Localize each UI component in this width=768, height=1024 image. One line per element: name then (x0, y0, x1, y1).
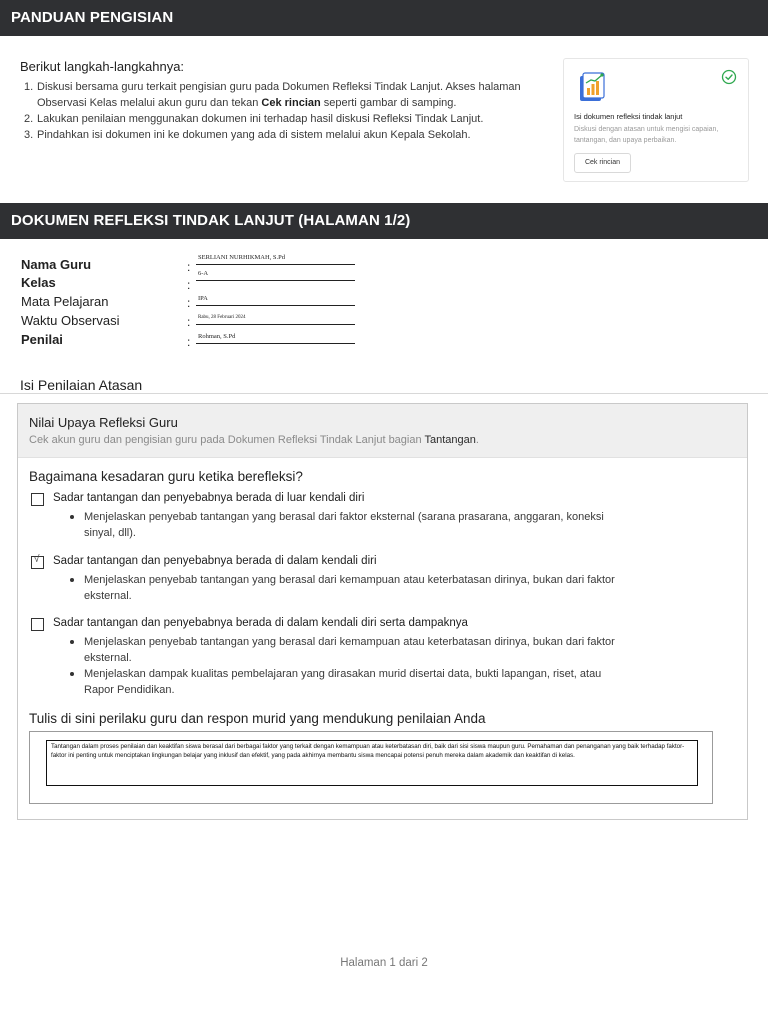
step-text: Pindahkan isi dokumen ini ke dokumen yang ada di sistem melalui akun Kepala Sekolah. (37, 129, 471, 141)
guide-title: Berikut langkah-langkahnya: (20, 59, 185, 74)
bullet-text: Menjelaskan penyebab tantangan yang berasal dari kemampuan atau keterbatasan dirinya, bukan dari faktor eksternal. (84, 574, 615, 602)
field-waktu-observasi (20, 313, 360, 331)
field-value[interactable]: IPA (196, 294, 355, 306)
checkmark-icon: √ (34, 554, 40, 565)
option-label: Sadar tantangan dan penyebabnya berada di dalam kendali diri (53, 555, 377, 567)
field-value[interactable]: Rohman, S.Pd (196, 332, 355, 344)
write-textarea[interactable] (46, 740, 698, 786)
card-description: Diskusi dengan atasan untuk mengisi capaian, tantangan, dan upaya perbaikan. (574, 126, 719, 144)
option-bullets (70, 634, 615, 698)
cek-rincian-button[interactable]: Cek rincian (574, 153, 631, 173)
field-label: Kelas (21, 275, 56, 290)
write-area-frame (29, 731, 713, 804)
option-bullet (70, 666, 615, 698)
option-checkbox-checked[interactable] (31, 556, 44, 569)
field-label: Nama Guru (21, 257, 92, 272)
step-text-bold: Cek rincian (261, 97, 321, 109)
option-bullet (70, 634, 615, 666)
field-colon: : (187, 296, 191, 310)
option-bullets (70, 509, 615, 541)
bullet-text: Menjelaskan dampak kualitas pembelajaran yang dirasakan murid disertai data, bukti lapangan, riset, atau Rapor Pendidikan. (84, 668, 602, 696)
field-value[interactable]: SERLIANI NURHIKMAH, S.Pd (196, 253, 355, 265)
field-mata-pelajaran (20, 294, 360, 312)
option-checkbox[interactable] (31, 618, 44, 631)
step-text: Diskusi bersama guru terkait pengisian guru pada Dokumen Refleksi Tindak Lanjut. Akses halaman Observasi Kelas melalui akun guru dan tekan (37, 81, 521, 109)
field-colon: : (187, 335, 191, 349)
document-section-header: DOKUMEN REFLEKSI TINDAK LANJUT (HALAMAN 1/2) (0, 203, 768, 239)
option-bullet (70, 572, 615, 604)
guide-section-header: PANDUAN PENGISIAN (0, 0, 768, 36)
evaluation-question: Bagaimana kesadaran guru ketika berefleksi? (29, 469, 303, 484)
field-penilai (20, 332, 360, 350)
field-label: Waktu Observasi (21, 313, 120, 328)
evaluation-panel (17, 403, 748, 820)
guide-step (20, 79, 560, 111)
field-colon: : (187, 278, 191, 292)
subtitle-bold: Tantangan (424, 434, 476, 446)
write-heading: Tulis di sini perilaku guru dan respon murid yang mendukung penilaian Anda (29, 711, 486, 726)
evaluation-panel-title: Nilai Upaya Refleksi Guru (29, 415, 178, 430)
field-kelas (20, 270, 360, 293)
guide-step (20, 111, 560, 127)
field-value[interactable]: Rabu, 28 Februari 2024 (196, 313, 355, 325)
step-text: Lakukan penilaian menggunakan dokumen ini terhadap hasil diskusi Refleksi Tindak Lanjut. (37, 113, 484, 125)
guide-steps-list (20, 79, 560, 143)
document-chart-icon (577, 71, 609, 103)
option-checkbox[interactable] (31, 493, 44, 506)
evaluation-heading: Isi Penilaian Atasan (20, 377, 143, 393)
field-colon: : (187, 260, 191, 274)
subtitle-text: . (475, 434, 479, 446)
field-colon: : (187, 315, 191, 329)
reflection-card-illustration (563, 58, 749, 182)
evaluation-panel-subtitle (29, 434, 479, 446)
page-footer: Halaman 1 dari 2 (340, 957, 428, 969)
option-label: Sadar tantangan dan penyebabnya berada di dalam kendali diri serta dampaknya (53, 617, 468, 629)
check-circle-icon (721, 69, 737, 85)
bullet-text: Menjelaskan penyebab tantangan yang berasal dari faktor eksternal (sarana prasarana, anggaran, koneksi sinyal, dll). (84, 511, 604, 539)
evaluation-panel-header (18, 404, 747, 458)
guide-step (20, 127, 560, 143)
write-text: Tantangan dalam proses penilaian dan keaktifan siswa berasal dari berbagai faktor yang terkait dengan kemampuan atau keterbatasan diri, baik dari sisi siswa maupun guru. Pemahaman dan penanganan yang baik terhadap faktor-faktor ini penting untuk menciptakan lingkungan belajar yang inklusif dan efektif, yang pada akhirnya membantu siswa mencapai potensi penuh mereka dalam akademik dan keaktifan di kelas. (51, 743, 685, 759)
field-label: Penilai (21, 332, 63, 347)
bullet-text: Menjelaskan penyebab tantangan yang berasal dari kemampuan atau keterbatasan dirinya, bukan dari faktor eksternal. (84, 636, 615, 664)
field-label: Mata Pelajaran (21, 294, 109, 309)
subtitle-text: Cek akun guru dan pengisian guru pada Dokumen Refleksi Tindak Lanjut bagian (29, 434, 425, 446)
card-title: Isi dokumen refleksi tindak lanjut (574, 112, 683, 121)
option-bullet (70, 509, 615, 541)
step-text: seperti gambar di samping. (320, 97, 457, 109)
option-label: Sadar tantangan dan penyebabnya berada di luar kendali diri (53, 492, 365, 504)
option-bullets (70, 572, 615, 604)
step-number: 1. (24, 81, 34, 93)
field-value[interactable]: 6-A (196, 269, 355, 281)
section-divider (0, 393, 768, 394)
step-number: 2. (24, 113, 34, 125)
step-number: 3. (24, 129, 34, 141)
